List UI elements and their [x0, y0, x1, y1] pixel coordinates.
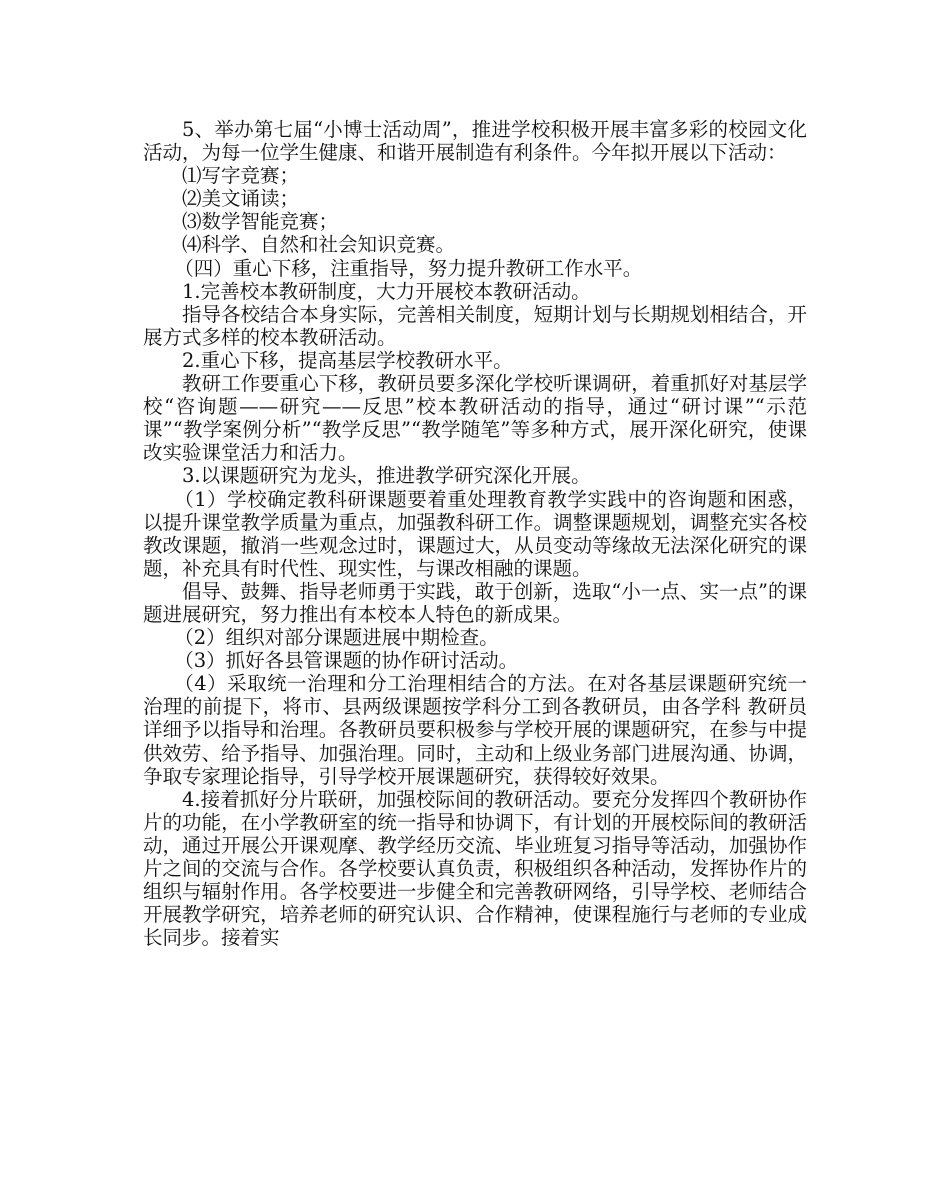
document-page	[143, 118, 807, 949]
list-item-writing: ⑴写字竞赛；	[182, 164, 300, 188]
subheading-3: 3.以课题研究为龙头，推进教学研究深化开展。	[182, 464, 591, 488]
section-heading-4: （四）重心下移，注重指导，努力提升教研工作水平。	[174, 256, 643, 280]
subheading-1: 1.完善校本教研制度，大力开展校本教研活动。	[182, 279, 591, 303]
list-item-reading: ⑵美文诵读；	[182, 187, 300, 211]
paragraph-item-4: （4）采取统一治理和分工治理相结合的方法。在对各基层课题研究统一治理的前提下，将市、县两级课题按学科分工到各教研员，由各学科 教研员详细予以指导和治理。各教研员要积极参与学校开展的课题研究，在参与中提供效劳、给予指导、加强治理。同时，主动和上级业务部门进展沟通、协调，争取专家理论指导，引导学校开展课题研究，获得较好效果。	[143, 672, 807, 788]
list-item-math: ⑶数学智能竞赛；	[182, 210, 339, 234]
paragraph-encourage: 倡导、鼓舞、指导老师勇于实践，敢于创新，选取“小一点、实一点”的课题进展研究，努力推出有本校本人特色的新成果。	[143, 579, 807, 626]
paragraph-4-joint-research: 4.接着抓好分片联研，加强校际间的教研活动。要充分发挥四个教研协作片的功能，在小学教研室的统一指导和协调下，有计划的开展校际间的教研活动，通过开展公开课观摩、教学经历交流、毕业班复习指导等活动，加强协作片之间的交流与合作。各学校要认真负责，积极组织各种活动，发挥协作片的组织与辐射作用。各学校要进一步健全和完善教研网络，引导学校、老师结合开展教学研究，培养老师的研究认识、合作精神，使课程施行与老师的专业成长同步。接着实	[143, 787, 807, 950]
paragraph-research-focus: 教研工作要重心下移，教研员要多深化学校听课调研，着重抓好对基层学校“咨询题——研究——反思”校本教研活动的指导，通过“研讨课”“示范课”“教学案例分析”“教学反思”“教学随笔”等多种方式，展开深化研究，使课改实验课堂活力和活力。	[143, 372, 807, 465]
paragraph-guidance: 指导各校结合本身实际，完善相关制度，短期计划与长期规划相结合，开展方式多样的校本教研活动。	[143, 302, 807, 349]
paragraph-item-2: （2）组织对部分课题进展中期检查。	[174, 626, 499, 650]
list-item-science: ⑷科学、自然和社会知识竞赛。	[182, 233, 456, 257]
paragraph-item-1: （1）学校确定教科研课题要着重处理教育教学实践中的咨询题和困惑，以提升课堂教学质量为重点，加强教科研工作。调整课题规划，调整充实各校教改课题，撤消一些观念过时，课题过大，从员变动等缘故无法深化研究的课题，补充具有时代性、现实性，与课改相融的课题。	[143, 487, 807, 580]
paragraph-item-3: （3）抓好各县管课题的协作研讨活动。	[174, 649, 519, 673]
paragraph-activity-week: 5、举办第七届“小博士活动周”，推进学校积极开展丰富多彩的校园文化活动，为每一位学生健康、和谐开展制造有利条件。今年拟开展以下活动：	[143, 118, 807, 165]
subheading-2: 2.重心下移，提高基层学校教研水平。	[182, 348, 513, 372]
